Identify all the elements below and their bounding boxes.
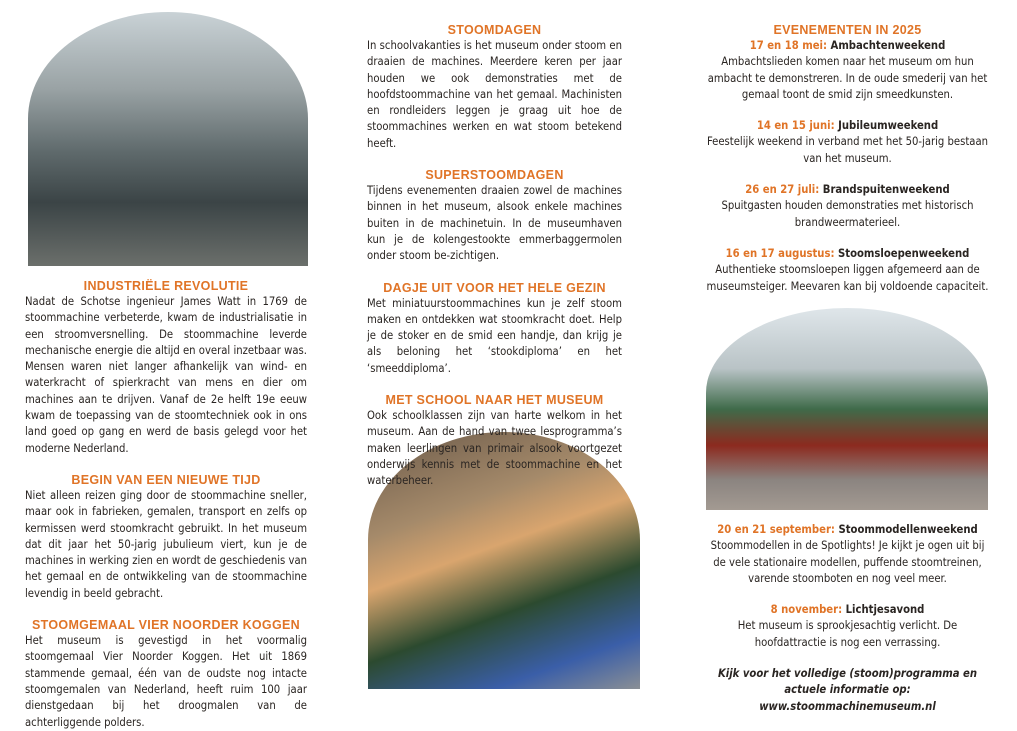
event-text: Ambachtslieden komen naar het museum om hun ambacht te demonstreren. In de oude smederij van het gemaal toont de smid zijn smeedkunsten. bbox=[707, 55, 988, 101]
museum-engine-hall-photo bbox=[28, 12, 308, 266]
section-heading: SUPERSTOOMDAGEN bbox=[425, 168, 564, 183]
left-column bbox=[25, 278, 307, 731]
section-heading: STOOMGEMAAL VIER NOORDER KOGGEN bbox=[32, 618, 300, 633]
section-text: Met miniatuurstoommachines kun je zelf stoom maken en ontdekken wat stoomkracht doet. Help je de stoker en de smid een handje, dan krijg je als beloning het ‘stookdiploma’ en het ‘smeeddiploma’. bbox=[367, 296, 622, 375]
event-date: 16 en 17 augustus: bbox=[725, 246, 835, 260]
event-name: Jubileumweekend bbox=[838, 119, 939, 133]
event-text: Authentieke stoomsloepen liggen afgemeerd aan de museumsteiger. Meevaren kan bij voldoende capaciteit. bbox=[706, 263, 989, 293]
section-text: Ook schoolklassen zijn van harte welkom in het museum. Aan de hand van twee lesprogramma’s maken leerlingen van primair alsook voortgezet onderwijs kennis met de stoommachine en het waterbeheer. bbox=[367, 409, 622, 488]
events-heading: EVENEMENTEN IN 2025 bbox=[773, 23, 922, 37]
event-item bbox=[705, 246, 990, 295]
event-text: Spuitgasten houden demonstraties met historisch brandweermaterieel. bbox=[721, 199, 974, 229]
events-column-bottom bbox=[705, 522, 990, 715]
section-heading: STOOMDAGEN bbox=[447, 23, 542, 37]
event-item bbox=[705, 118, 990, 167]
event-name: Lichtjesavond bbox=[845, 603, 925, 617]
events-column-top bbox=[705, 22, 990, 295]
section-heading: MET SCHOOL NAAR HET MUSEUM bbox=[385, 393, 604, 408]
event-text: Feestelijk weekend in verband met het 50-jarig bestaan van het museum. bbox=[706, 135, 989, 165]
section-text: In schoolvakanties is het museum onder stoom en draaien de machines. Meerdere keren per jaar houden we ook demonstraties met de hoofdstoommachine van het gemaal. Machinisten en rondleiders leggen je graag uit hoe de stoommachines werken en wat stoom betekend heeft. bbox=[367, 39, 622, 150]
miniature-steam-train-photo bbox=[706, 308, 988, 510]
event-date: 14 en 15 juni: bbox=[756, 119, 835, 133]
event-date: 26 en 27 juli: bbox=[745, 183, 820, 197]
event-item bbox=[705, 602, 990, 651]
section-text: Tijdens evenementen draaien zowel de machines binnen in het museum, alsook enkele machines buiten in de machinetuin. In de museumhaven kun je de kolengestookte emmerbaggermolen onder stoom be-zichtigen. bbox=[367, 184, 622, 263]
event-text: Het museum is sprookjesachtig verlicht. De hoofdattractie is nog een verrassing. bbox=[737, 619, 958, 649]
event-date: 8 november: bbox=[770, 603, 843, 617]
section-heading: BEGIN VAN EEN NIEUWE TIJD bbox=[71, 472, 261, 487]
event-item bbox=[705, 38, 990, 103]
website-footer-note: Kijk voor het volledige (stoom)programma en actuele informatie op: www.stoommachinemuseum.nl bbox=[717, 667, 978, 713]
section-text: Niet alleen reizen ging door de stoommachine sneller, maar ook in fabrieken, gemalen, transport en zelfs op kermissen werd stoomkracht gebruikt. In het museum dat dit jaar het 50-jarig jubulieum viert, kun je de machines in werking zien en wordt de geschiedenis van het gemaal en de ontwikkeling van de stoommachine levendig in beeld gebracht. bbox=[25, 488, 307, 600]
event-name: Ambachtenweekend bbox=[830, 39, 946, 52]
section-text: Het museum is gevestigd in het voormalig stoomgemaal Vier Noorder Koggen. Het uit 1869 stammende gemaal, één van de oudste nog intacte stoomgemalen van Nederland, heeft ruim 100 jaar dienstgedaan bij het droogmalen van de achterliggende polders. bbox=[25, 634, 307, 729]
middle-column bbox=[367, 22, 622, 490]
section-text: Nadat de Schotse ingenieur James Watt in 1769 de stoommachine verbeterde, kwam de industrialisatie in een stroomversnelling. De stoommachine leverde mechanische energie die altijd en overal inzetbaar was. Mensen waren niet langer afhankelijk van wind- en waterkracht of spierkracht van mens en dier om machines aan te drijven. Vanaf de 2e helft 19e eeuw kwam de toepassing van de stoomtechniek ook in ons land goed op gang en werd de basis gelegd voor het moderne Nederland. bbox=[25, 295, 307, 455]
event-item bbox=[705, 182, 990, 231]
event-item bbox=[705, 522, 990, 587]
event-text: Stoommodellen in de Spotlights! Je kijkt je ogen uit bij de vele stationaire modellen, puffende stoomtreinen, varende stoomboten en nog veel meer. bbox=[710, 539, 985, 585]
section-heading: DAGJE UIT VOOR HET HELE GEZIN bbox=[383, 280, 606, 295]
event-date: 17 en 18 mei: bbox=[749, 39, 828, 52]
section-heading: INDUSTRIËLE REVOLUTIE bbox=[83, 279, 249, 293]
event-name: Brandspuitenweekend bbox=[822, 183, 950, 197]
event-date: 20 en 21 september: bbox=[717, 523, 835, 536]
event-name: Stoommodellenweekend bbox=[838, 523, 978, 536]
event-name: Stoomsloepenweekend bbox=[838, 246, 970, 260]
